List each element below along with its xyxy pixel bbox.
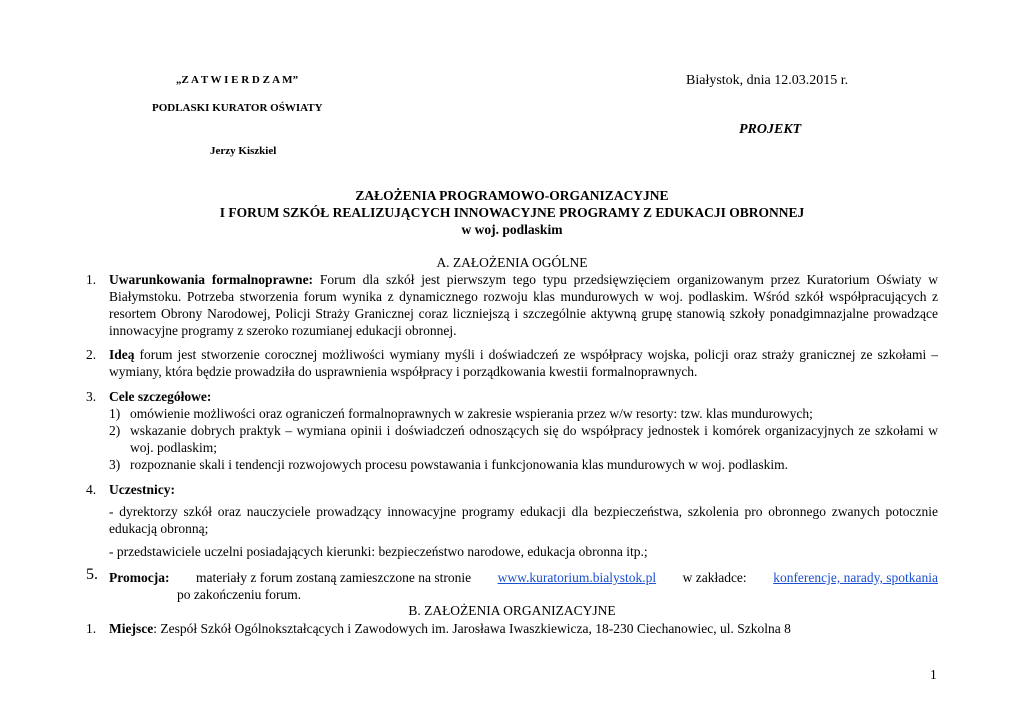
goal-2-number: 2) [109,423,121,438]
goal-1-number: 1) [109,406,121,421]
item-3-label: Cele szczegółowe: [109,389,212,404]
item-5-label: Promocja: [109,570,170,585]
item-1-paragraph [109,271,938,339]
item-5-number: 5. [86,566,98,583]
title-line-1: ZAŁOŻENIA PROGRAMOWO-ORGANIZACYJNE [355,188,669,203]
item-2-paragraph [109,346,938,380]
conferences-tab-link[interactable]: konferencje, narady, spotkania [773,570,938,585]
title-line-3: w woj. podlaskim [461,222,563,237]
approval-stamp: „Z A T W I E R D Z A M” [176,74,299,86]
kuratorium-website-link[interactable]: www.kuratorium.bialystok.pl [497,570,657,585]
item-5-text-b: w zakładce: [682,570,747,585]
page-number: 1 [930,667,937,682]
item-4-number: 4. [86,482,97,497]
goal-3-number: 3) [109,457,121,472]
goal-2-text: wskazanie dobrych praktyk – wymiana opinii i doświadczeń odnoszących się do współpracy jednostek i komórek organizacyjnych ze szkołami w woj. podlaskim; [130,423,938,455]
title-line-2: I FORUM SZKÓŁ REALIZUJĄCYCH INNOWACYJNE PROGRAMY Z EDUKACJI OBRONNEJ [219,205,805,220]
section-a-heading: A. ZAŁOŻENIA OGÓLNE [436,255,588,270]
curator-title: PODLASKI KURATOR OŚWIATY [152,102,323,114]
item-2-text: forum jest stworzenie corocznej możliwości wymiany myśli i doświadczeń ze współpracy wojska, policji oraz straży granicznej ze szkołami – wymiany, która będzie prowadziła do usprawnienia współpracy i porządkowania kwestii formalnoprawnych. [109,347,938,379]
section-b-heading: B. ZAŁOŻENIA ORGANIZACYJNE [408,603,616,618]
item-5-line-2: po zakończeniu forum. [177,587,302,602]
location-text: : Zespół Szkół Ogólnokształcących i Zawodowych im. Jarosława Iwaszkiewicza, 18-230 Ciechanowiec, ul. Szkolna 8 [153,621,791,636]
status-label: PROJEKT [739,122,802,137]
participants-bullet-1-text: - dyrektorzy szkół oraz nauczyciele prowadzący innowacyjne programy edukacji dla bezpieczeństwa, szkolenia pro obronnego zwanych potocznie edukacją obronną; [109,504,938,536]
item-3-number: 3. [86,389,97,404]
participants-bullet-2: - przedstawiciele uczelni posiadających kierunki: bezpieczeństwo narodowe, edukacja obronna itp.; [109,544,648,559]
item-2-label: Ideą [109,347,135,362]
section-b-item-1-number: 1. [86,621,97,636]
item-1-text: Forum dla szkół jest pierwszym tego typu przedsięwzięciem organizowanym przez Kuratorium Oświaty w Białymstoku. Potrzeba stworzenia forum wynika z dynamicznego rozwoju klas mundurowych w woj. podlaskim. Wśród szkół współpracujących z resortem Obrony Narodowej, Policji Straży Granicznej coraz liczniejszą i szczególnie aktywną grupę stanowią szkoły ponadgimnazjalne prowadzące innowacyjne programy z szeroko rozumianej edukacji obronnej. [109,272,938,338]
item-1-number: 1. [86,272,97,287]
place-date: Białystok, dnia 12.03.2015 r. [686,73,849,88]
item-5-line-1 [109,569,938,586]
item-4-label: Uczestnicy: [109,482,175,497]
curator-name: Jerzy Kiszkiel [210,145,277,157]
goal-1-text: omówienie możliwości oraz ograniczeń formalnoprawnych w zakresie wspierania przez w/w resorty: tzw. klas mundurowych; [130,406,813,421]
goal-3-text: rozpoznanie skali i tendencji rozwojowych procesu powstawania i funkcjonowania klas mundurowych w woj. podlaskim. [130,457,788,472]
participants-bullet-1 [109,503,938,537]
section-b-item-1 [109,620,938,637]
item-2-number: 2. [86,347,97,362]
item-5-text-a: materiały z forum zostaną zamieszczone na stronie [195,570,472,585]
location-label: Miejsce [109,621,154,636]
item-1-label: Uwarunkowania formalnoprawne: [109,272,314,287]
